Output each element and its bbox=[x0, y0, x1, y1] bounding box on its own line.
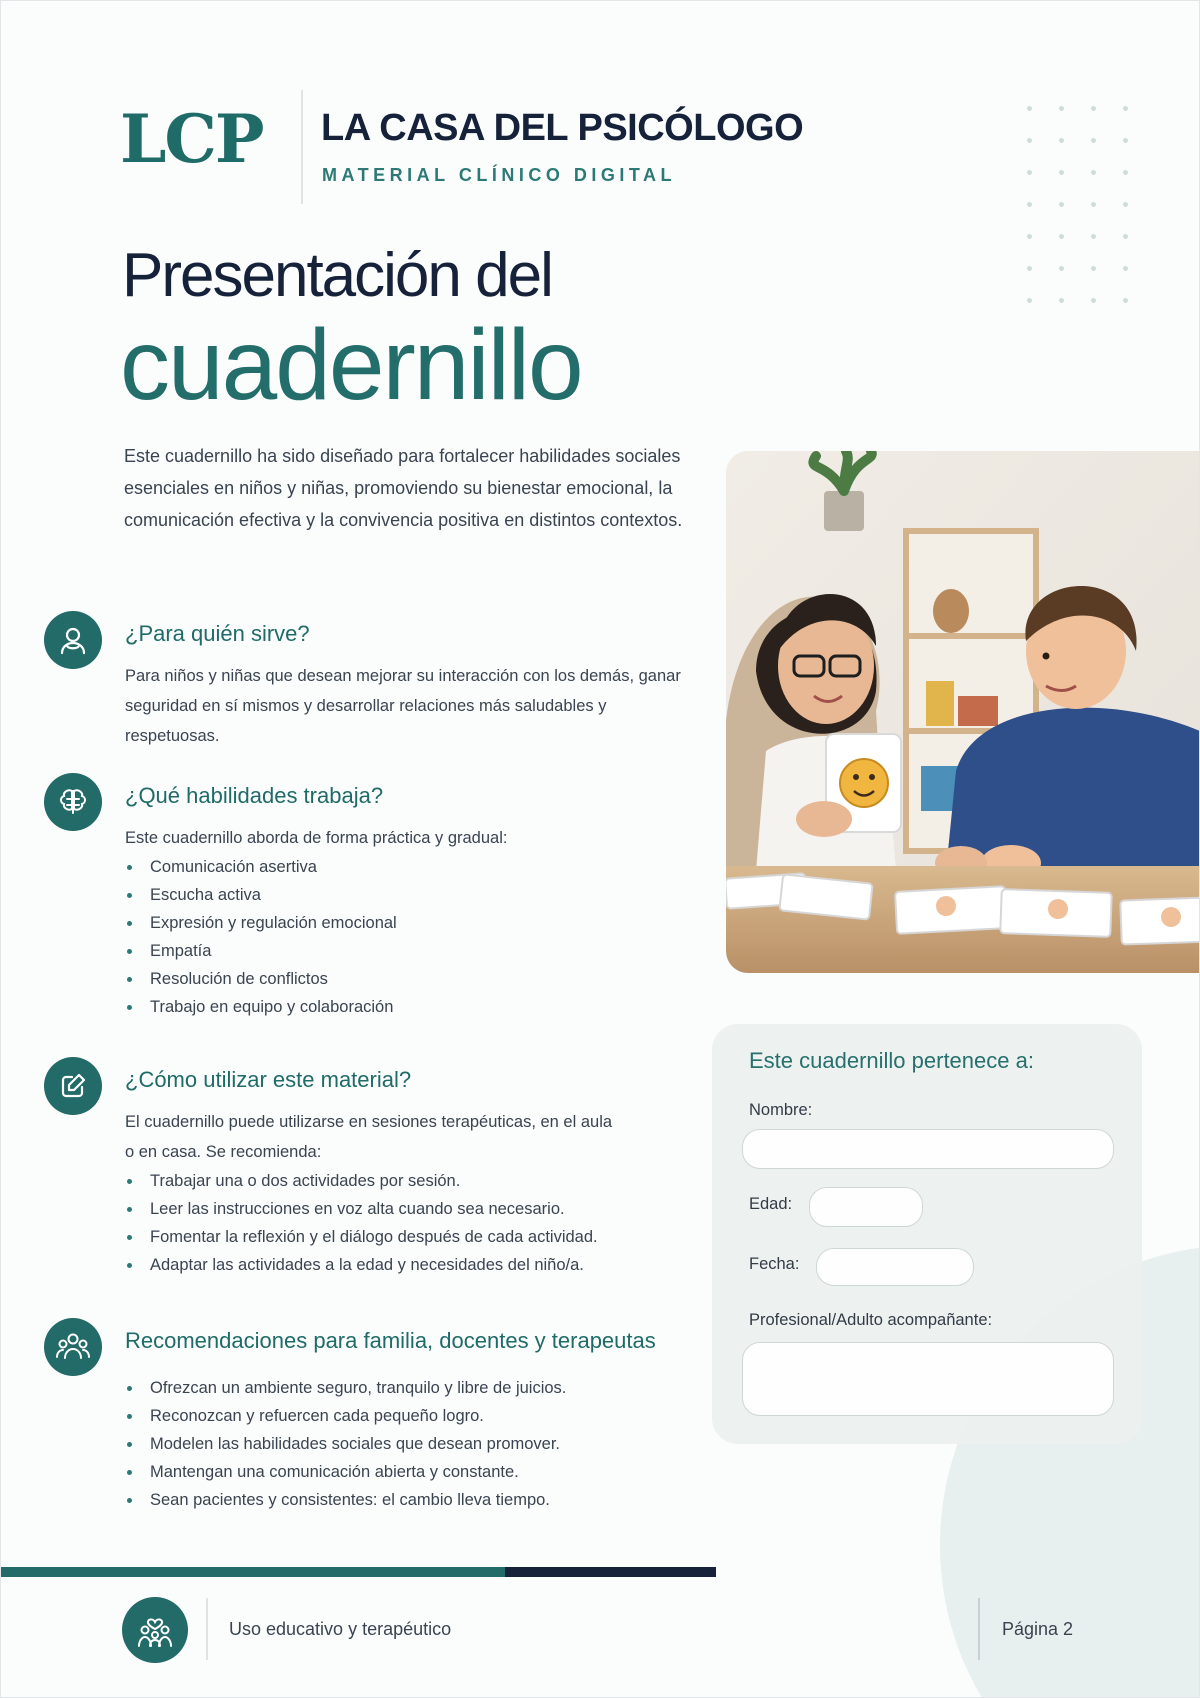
section-title: ¿Para quién sirve? bbox=[125, 621, 310, 646]
owner-form-card bbox=[712, 1024, 1142, 1444]
footer-divider bbox=[206, 1598, 208, 1660]
adult-label: Profesional/Adulto acompañante: bbox=[749, 1311, 993, 1329]
page-number: Página 2 bbox=[1002, 1619, 1074, 1639]
list-item: Sean pacientes y consistentes: el cambio lleva tiempo. bbox=[125, 1486, 705, 1514]
list-item: Trabajar una o dos actividades por sesión. bbox=[125, 1167, 705, 1195]
list-item: Fomentar la reflexión y el diálogo después de cada actividad. bbox=[125, 1223, 705, 1251]
intro-paragraph: Este cuadernillo ha sido diseñado para fortalecer habilidades sociales esenciales en niños y niñas, promoviendo su bienestar emocional, la comunicación efectiva y la convivencia positiva en distintos contextos. bbox=[124, 446, 683, 530]
date-field[interactable] bbox=[816, 1248, 974, 1286]
list-item: Ofrezcan un ambiente seguro, tranquilo y libre de juicios. bbox=[125, 1374, 705, 1402]
section-recommendations bbox=[44, 1318, 704, 1518]
list-item: Trabajo en equipo y colaboración bbox=[125, 993, 705, 1021]
list-item: Leer las instrucciones en voz alta cuando sea necesario. bbox=[125, 1195, 705, 1223]
list-item: Mantengan una comunicación abierta y constante. bbox=[125, 1458, 705, 1486]
section-body: Para niños y niñas que desean mejorar su interacción con los demás, ganar seguridad en sí mismos y desarrollar relaciones más saludables y respetuosas. bbox=[125, 667, 681, 745]
brand-tagline: MATERIAL CLÍNICO DIGITAL bbox=[322, 165, 676, 185]
section-body: Este cuadernillo aborda de forma práctica y gradual: bbox=[125, 829, 508, 847]
footer-divider bbox=[978, 1598, 980, 1660]
list-item: Modelen las habilidades sociales que desean promover. bbox=[125, 1430, 705, 1458]
edit-icon bbox=[44, 1057, 102, 1115]
header-divider bbox=[301, 90, 303, 204]
name-label: Nombre: bbox=[749, 1101, 813, 1119]
section-skills bbox=[44, 773, 704, 1033]
group-icon bbox=[44, 1318, 102, 1376]
skills-list bbox=[125, 853, 705, 1021]
footer-text: Uso educativo y terapéutico bbox=[229, 1619, 452, 1639]
list-item: Comunicación asertiva bbox=[125, 853, 705, 881]
brand-logo: LCP bbox=[120, 100, 263, 178]
person-icon bbox=[44, 611, 102, 669]
section-content bbox=[125, 1374, 705, 1514]
usage-list bbox=[125, 1167, 705, 1279]
list-item: Resolución de conflictos bbox=[125, 965, 705, 993]
form-title: Este cuadernillo pertenece a: bbox=[749, 1048, 1034, 1073]
age-field[interactable] bbox=[809, 1187, 923, 1227]
adult-field[interactable] bbox=[742, 1342, 1114, 1416]
list-item: Empatía bbox=[125, 937, 705, 965]
section-title: Recomendaciones para familia, docentes y terapeutas bbox=[125, 1328, 656, 1353]
list-item: Adaptar las actividades a la edad y necesidades del niño/a. bbox=[125, 1251, 705, 1279]
footer-accent-bar bbox=[0, 1567, 716, 1577]
therapy-session-photo bbox=[726, 451, 1200, 973]
age-label: Edad: bbox=[749, 1195, 793, 1213]
brand-name: LA CASA DEL PSICÓLOGO bbox=[321, 107, 804, 149]
section-title: ¿Cómo utilizar este material? bbox=[125, 1067, 412, 1092]
family-heart-icon bbox=[122, 1597, 188, 1663]
section-how-to-use bbox=[44, 1057, 704, 1287]
page-title-line2: cuadernillo bbox=[120, 309, 582, 421]
recommendations-list bbox=[125, 1374, 705, 1514]
name-field[interactable] bbox=[742, 1129, 1114, 1169]
list-item: Reconozcan y refuercen cada pequeño logro. bbox=[125, 1402, 705, 1430]
list-item: Escucha activa bbox=[125, 881, 705, 909]
section-content bbox=[125, 1107, 705, 1279]
decorative-dot-grid bbox=[1027, 106, 1137, 316]
section-title: ¿Qué habilidades trabaja? bbox=[125, 783, 384, 808]
section-target-audience bbox=[44, 611, 704, 751]
section-body: El cuadernillo puede utilizarse en sesiones terapéuticas, en el aula o en casa. Se recomienda: bbox=[125, 1113, 613, 1161]
section-content bbox=[125, 823, 705, 1021]
page-title-line1: Presentación del bbox=[122, 241, 552, 310]
date-label: Fecha: bbox=[749, 1255, 800, 1273]
brain-icon bbox=[44, 773, 102, 831]
list-item: Expresión y regulación emocional bbox=[125, 909, 705, 937]
